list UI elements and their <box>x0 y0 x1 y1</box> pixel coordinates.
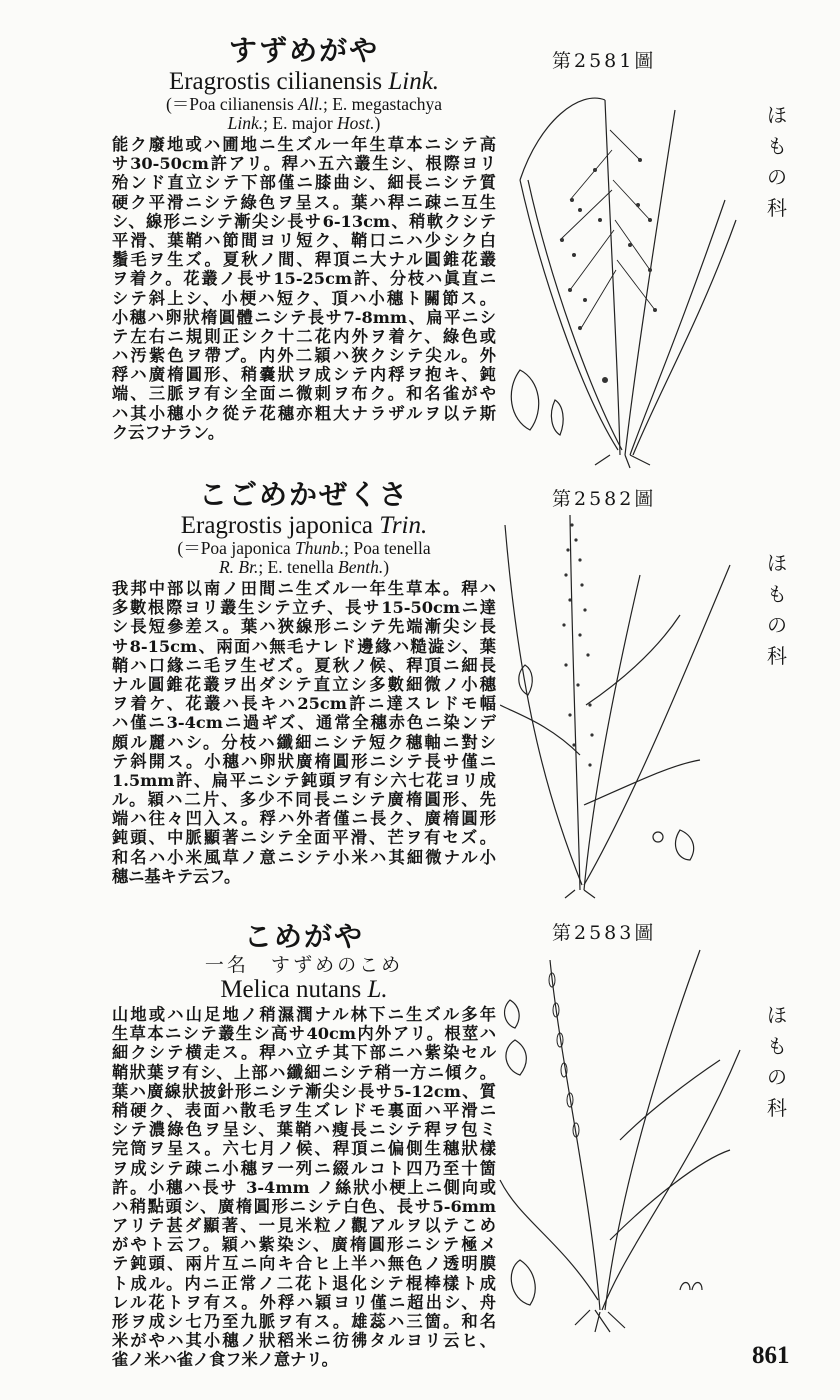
spikelet-detail <box>511 370 538 430</box>
description-line: 和名ハ小米風草ノ意ニシテ小米ハ其細微ナル小 <box>112 847 496 867</box>
glume-detail <box>675 830 693 860</box>
description-line: レル花トヲ有ス。外稃ハ穎ヨリ僅ニ超出シ、舟 <box>112 1292 496 1312</box>
spikelets <box>549 973 579 1137</box>
description-line: 鈍頭、中脈顯著ニシテ全面平滑、芒ヲ有セズ。 <box>112 828 496 848</box>
description-line: 鞘ハ口緣ニ毛ヲ生ゼズ。夏秋ノ候、稈頂ニ細長 <box>112 655 496 675</box>
description-line: 我邦中部以南ノ田間ニ生ズル一年生草本。稈ハ <box>112 579 496 598</box>
leaf <box>586 615 680 705</box>
description-line: ト成ル。内ニ正常ノ二花ト退化シテ棍棒樣ト成 <box>112 1273 496 1293</box>
family-label <box>764 100 790 224</box>
family-label-char: も <box>767 1034 787 1058</box>
entry-eragrostis-japonica <box>112 478 496 886</box>
description-line: ヲ着ク。花叢ノ長サ15-25cm許、分枝ハ眞直ニ <box>112 269 496 289</box>
synonym-author: Benth. <box>338 557 384 577</box>
description-line: 硬ク平滑ニシテ綠色ヲ呈ス。葉ハ稈ニ疎ニ互生 <box>112 192 496 212</box>
japanese-name: こごめかぜくさ <box>198 478 409 511</box>
plate-eragrostis-cilianensis <box>500 70 760 470</box>
synonym-text: ; Poa tenella <box>344 538 431 558</box>
stem <box>605 950 700 1310</box>
synonym-text: ; E. major <box>263 113 338 133</box>
roots <box>575 1310 625 1332</box>
alternate-name: 一名 すずめのこめ <box>204 954 404 976</box>
leaf <box>520 98 605 180</box>
synonym-text: (＝Poa japonica <box>177 538 295 558</box>
description-line: シ、線形ニシテ漸尖シ長サ6-13cm、稍軟クシテ <box>112 211 496 231</box>
synonym-author: Thunb. <box>294 538 345 558</box>
family-label-char: の <box>767 165 787 189</box>
family-label-char: 科 <box>767 1096 787 1120</box>
leaf <box>620 1060 720 1140</box>
family-label-char: 科 <box>767 196 787 220</box>
latin-binomial: Eragrostis cilianensis <box>168 68 383 95</box>
stem <box>605 100 620 455</box>
family-label-char: ほ <box>767 1003 787 1027</box>
description-line: シ長短參差ス。葉ハ狹線形ニシテ先端漸尖シ長 <box>112 617 496 637</box>
description-line: 鞘狀葉ヲ有シ、上部ハ纖細ニシテ稍一方ニ傾ク。 <box>112 1062 496 1082</box>
stamen-detail <box>680 1283 702 1291</box>
synonym-line <box>112 114 496 133</box>
description-line: 1.5mm許、扁平ニシテ鈍頭ヲ有シ六七花ヨリ成 <box>112 770 496 790</box>
description-line: ク云フナラン。 <box>112 422 225 442</box>
roots <box>565 890 595 898</box>
synonym-author: R. Br. <box>218 557 259 577</box>
latin-author: Link. <box>388 68 440 95</box>
latin-name <box>112 68 496 95</box>
description-line: テ左右ニ規則正シク十二花内外ヲ着ケ、綠色或 <box>112 326 496 346</box>
japanese-name: すずめがや <box>228 34 380 67</box>
latin-binomial: Eragrostis japonica <box>180 512 374 539</box>
synonym-text: ) <box>374 113 381 133</box>
description-line: 能ク廢地或ハ圃地ニ生ズル一年生草本ニシテ高 <box>112 135 496 154</box>
description-line: 端ハ往々凹入ス。稃ハ外者僅ニ長ク、廣楕圓形 <box>112 809 496 829</box>
description <box>112 135 496 442</box>
description-line: 平滑、葉鞘ハ節間ヨリ短ク、鞘口ニハ少シク白 <box>112 230 496 250</box>
description-line: 端、三脈ヲ有シ全面ニ微刺ヲ布ク。和名雀がや <box>112 384 496 404</box>
synonym-author: Host. <box>337 113 375 133</box>
synonym-author: Link. <box>227 113 264 133</box>
synonym-text: (＝Poa cilianensis <box>165 94 299 114</box>
family-label-char: 科 <box>767 644 787 668</box>
page-number: 861 <box>752 1342 790 1369</box>
description-line: 葉ハ廣線狀披針形ニシテ漸尖シ長サ5-12cm、質 <box>112 1081 496 1101</box>
floret-detail <box>511 1260 535 1305</box>
roots <box>595 455 650 468</box>
description-line: シテ濃綠色ヲ呈シ、葉鞘ハ瘦長ニシテ稈ヲ包ミ <box>112 1120 496 1140</box>
synonyms <box>112 539 496 577</box>
plate-eragrostis-japonica <box>500 505 760 900</box>
description-line: ハ稍點頭シ、廣楕圓形ニシテ白色、長サ5-6mm <box>112 1196 496 1216</box>
family-label-char: ほ <box>767 103 787 127</box>
grain-detail <box>653 832 663 842</box>
stem <box>570 515 580 890</box>
description-line: テ斜開ス。小穗ハ卵狀廣楕圓形ニシテ長サ僅ニ <box>112 751 496 771</box>
description <box>112 579 496 886</box>
leaf <box>528 180 622 450</box>
description-line: 生草本ニシテ叢生シ高サ40cm内外アリ。根莖ハ <box>112 1024 496 1044</box>
description-line: がやト云フ。穎ハ紫染シ、廣楕圓形ニシテ極メ <box>112 1235 496 1255</box>
synonym-line <box>112 558 496 577</box>
description-line: 形ヲ成シ七乃至九脈ヲ有ス。雄蕊ハ三箇。和名 <box>112 1312 496 1331</box>
japanese-name: こめがや <box>243 920 364 953</box>
family-label-char: ほ <box>767 551 787 575</box>
family-label <box>764 548 790 672</box>
description-line: ル。穎ハ二片、多少不同長ニシテ廣楕圓形、先 <box>112 790 496 810</box>
spikelet-detail <box>519 665 532 695</box>
description-line: ハ僅ニ3-4cmニ過ギズ、通常全穗赤色ニ染ンデ <box>112 713 496 733</box>
leaf <box>505 525 582 885</box>
spikelet-detail <box>505 1000 527 1075</box>
description-line: シテ斜上シ、小梗ハ短ク、頂ハ小穗ト關節ス。 <box>112 288 496 308</box>
description <box>112 1005 496 1370</box>
description-line: 雀ノ米ハ雀ノ食フ米ノ意ナリ。 <box>112 1350 338 1370</box>
synonym-author: All. <box>298 94 323 114</box>
description-line: ナル圓錐花叢ヲ出ダシテ直立シ多數細微ノ小穗 <box>112 674 496 694</box>
leaf <box>610 1150 730 1240</box>
family-label-char: も <box>767 582 787 606</box>
synonyms <box>112 95 496 133</box>
glume-detail <box>551 400 563 435</box>
description-line: 許。小穗ハ長サ 3-4mm ノ絲狀小梗上ニ側向或 <box>112 1177 496 1197</box>
entry-melica-nutans <box>112 920 496 1370</box>
family-label-char: の <box>767 613 787 637</box>
panicle <box>562 523 593 766</box>
synonym-text: ; E. tenella <box>258 557 339 577</box>
description-line: テ鈍頭、兩片互ニ向キ合ヒ上半ハ無色ノ透明膜 <box>112 1254 496 1274</box>
description-line: サ8-15cm、兩面ハ無毛ナレド邊緣ハ糙澁シ、葉 <box>112 636 496 656</box>
description-line: 稃ハ廣楕圓形、稍嚢狀ヲ成シテ内稃ヲ抱キ、鈍 <box>112 365 496 385</box>
family-label-char: の <box>767 1065 787 1089</box>
synonym-line <box>112 95 496 114</box>
description-line: 穗ニ基キテ云フ。 <box>112 866 241 886</box>
description-line: 稍硬ク、表面ハ散毛ヲ生ズレドモ裏面ハ平滑ニ <box>112 1100 496 1120</box>
entry-eragrostis-cilianensis <box>112 34 496 442</box>
family-label <box>764 1000 790 1124</box>
leaf <box>602 1050 740 1310</box>
stem <box>550 960 600 1310</box>
leaf <box>500 705 580 755</box>
description-line: 米がやハ其小穗ノ狀稻米ニ彷彿タルヨリ云ヒ、 <box>112 1331 496 1351</box>
description-line: 小穗ハ卵狀楕圓體ニシテ長サ7-8mm、扁平ニシ <box>112 307 496 327</box>
synonym-text: ) <box>383 557 390 577</box>
description-line: 完筒ヲ呈ス。六七月ノ候、稈頂ニ偏側生穗狀樣 <box>112 1139 496 1159</box>
description-line: サ30-50cm許アリ。稈ハ五六叢生シ、根際ヨリ <box>112 154 496 174</box>
latin-author: L. <box>367 976 388 1003</box>
leaf <box>584 565 730 885</box>
leaf <box>500 1180 598 1300</box>
description-line: 山地或ハ山足地ノ稍濕潤ナル林下ニ生ズル多年 <box>112 1005 496 1024</box>
leaf <box>520 180 618 450</box>
description-line: ハ其小穗小ク從テ花穗亦粗大ナラザルヲ以テ斯 <box>112 403 496 423</box>
family-label-char: も <box>767 134 787 158</box>
figure-number: 第2582圖 <box>552 488 657 510</box>
description-line: アリテ甚ダ顯著、一見米粒ノ觀アルヲ以テこめ <box>112 1216 496 1236</box>
figure-number: 第2583圖 <box>552 922 657 944</box>
description-line: ヲ着ケ、花叢ハ長キハ25cm許ニ達スレドモ幅 <box>112 694 496 714</box>
latin-name <box>112 512 496 539</box>
latin-name <box>112 976 496 1003</box>
latin-author: Trin. <box>379 512 428 539</box>
leaf <box>633 220 736 455</box>
description-line: 頗ル麗ハシ。分枝ハ纖細ニシテ短ク穗軸ニ對シ <box>112 732 496 752</box>
stem <box>584 575 640 890</box>
synonym-line <box>112 539 496 558</box>
synonym-text: ; E. megastachya <box>322 94 443 114</box>
description-line: 多數根際ヨリ叢生シテ立チ、長サ15-50cmニ達 <box>112 598 496 618</box>
description-line: ヲ成シテ疎ニ小穗ヲ一列ニ綴ルコト四乃至十箇 <box>112 1158 496 1178</box>
description-line: 鬚毛ヲ生ズ。夏秋ノ間、稈頂ニ大ナル圓錐花叢 <box>112 250 496 270</box>
description-line: ハ汚紫色ヲ帶ブ。内外二穎ハ狹クシテ尖ル。外 <box>112 346 496 366</box>
description-line: 殆ンド直立シテ下部僅ニ膝曲シ、細長ニシテ質 <box>112 173 496 193</box>
latin-binomial: Melica nutans <box>220 976 362 1003</box>
leaf <box>630 200 725 455</box>
description-line: 細クシテ横走ス。稈ハ立チ其下部ニハ紫染セル <box>112 1043 496 1063</box>
figure-number: 第2581圖 <box>552 50 657 72</box>
plate-melica-nutans <box>490 940 760 1335</box>
